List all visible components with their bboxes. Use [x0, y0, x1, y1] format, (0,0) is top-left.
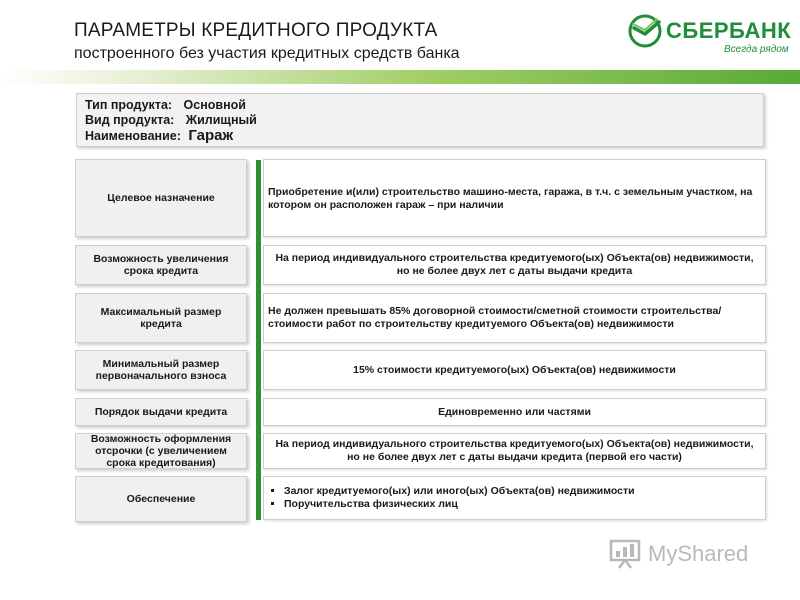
value-issue-order: Единовременно или частями	[263, 398, 766, 426]
product-name-label: Наименование:	[85, 129, 181, 143]
collateral-item: ▪ Залог кредитуемого(ых) или иного(ых) Объекта(ов) недвижимости	[284, 485, 635, 498]
collateral-item: ▪ Поручительства физических лиц	[284, 498, 635, 511]
logo-slogan: Всегда рядом	[724, 44, 789, 55]
myshared-watermark	[608, 536, 768, 572]
green-divider	[256, 160, 261, 520]
label-collateral: Обеспечение	[75, 476, 247, 522]
page-subtitle: построенного без участия кредитных средств банка	[74, 45, 460, 62]
page-title: ПАРАМЕТРЫ КРЕДИТНОГО ПРОДУКТА	[74, 20, 438, 41]
label-purpose: Целевое назначение	[75, 159, 247, 237]
sberbank-logo	[628, 14, 793, 56]
value-purpose: Приобретение и(или) строительство машино-места, гаража, в т.ч. с земельным участком, на котором он расположен гараж – при наличии	[263, 159, 766, 237]
value-term-extension: На период индивидуального строительства кредитуемого(ых) Объекта(ов) недвижимости, но не более двух лет с даты выдачи кредита	[263, 245, 766, 285]
product-type-line	[85, 98, 763, 113]
watermark-text: MyShared	[648, 541, 749, 566]
value-collateral	[263, 476, 766, 520]
product-kind-label: Вид продукта:	[85, 113, 175, 127]
product-name-line	[85, 128, 763, 144]
label-max-credit: Максимальный размер кредита	[75, 293, 247, 343]
label-min-down-payment: Минимальный размер первоначального взноса	[75, 350, 247, 390]
header-stripe	[0, 70, 800, 84]
value-min-down-payment: 15% стоимости кредитуемого(ых) Объекта(ов) недвижимости	[263, 350, 766, 390]
label-term-extension: Возможность увеличения срока кредита	[75, 245, 247, 285]
logo-name: СБЕРБАНК	[666, 18, 792, 43]
sberbank-logo-icon	[628, 14, 662, 48]
title-block	[74, 20, 460, 63]
product-name-value: Гараж	[188, 127, 234, 144]
product-type-value: Основной	[183, 98, 246, 112]
product-kind-value: Жилищный	[185, 113, 257, 127]
value-deferral: На период индивидуального строительства кредитуемого(ых) Объекта(ов) недвижимости, но не более двух лет с даты выдачи кредита (первой его части)	[263, 433, 766, 469]
label-deferral: Возможность оформления отсрочки (с увеличением срока кредитования)	[75, 433, 247, 469]
presentation-icon	[608, 536, 642, 570]
product-info-box	[76, 93, 764, 147]
product-kind-line	[85, 113, 763, 128]
collateral-list	[268, 485, 635, 511]
label-issue-order: Порядок выдачи кредита	[75, 398, 247, 426]
product-type-label: Тип продукта:	[85, 98, 173, 112]
value-max-credit: Не должен превышать 85% договорной стоимости/сметной стоимости строительства/стоимости работ по строительству кредитуемого Объекта(ов) недвижимости	[263, 293, 766, 343]
